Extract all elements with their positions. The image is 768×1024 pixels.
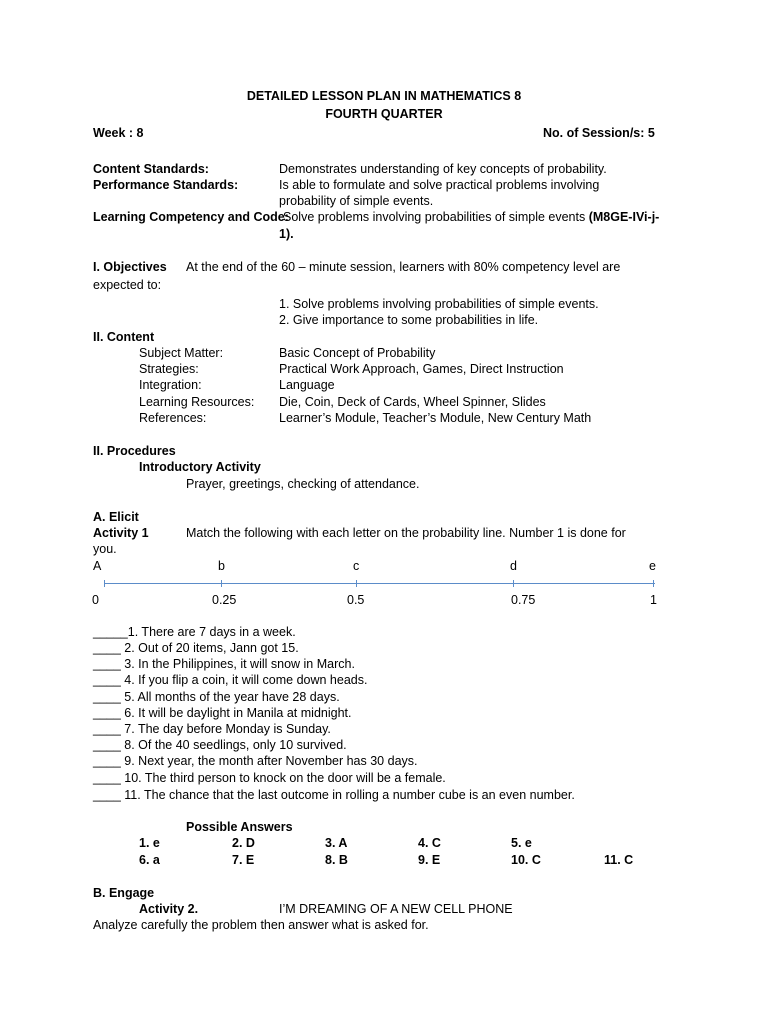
activity-2-title: I’M DREAMING OF A NEW CELL PHONE: [279, 902, 513, 916]
line-letter-d: d: [510, 559, 517, 573]
competency-text: Solve problems involving probabilities of simple events: [283, 210, 589, 224]
competency-label: Learning Competency and Code:: [93, 210, 289, 224]
competency-value: [283, 209, 659, 225]
introductory-activity-text: Prayer, greetings, checking of attendance.: [186, 477, 420, 491]
list-item: ____ 3. In the Philippines, it will snow in March.: [93, 657, 355, 671]
activity-2-label: Activity 2.: [139, 902, 199, 916]
document-title: DETAILED LESSON PLAN IN MATHEMATICS 8: [246, 89, 522, 103]
probability-tick: [513, 580, 514, 587]
line-letter-a: A: [93, 559, 102, 573]
answer: 5. e: [511, 836, 532, 850]
list-item: ____ 2. Out of 20 items, Jann got 15.: [93, 641, 299, 655]
line-value-05: 0.5: [347, 593, 365, 607]
list-item: ____ 5. All months of the year have 28 days.: [93, 690, 340, 704]
answer: 2. D: [232, 836, 255, 850]
line-value-1: 1: [650, 593, 657, 607]
engage-instruction: Analyze carefully the problem then answer what is asked for.: [93, 918, 429, 932]
elicit-heading: A. Elicit: [93, 510, 139, 524]
answer: 11. C: [604, 853, 634, 867]
list-item: ____ 8. Of the 40 seedlings, only 10 survived.: [93, 738, 347, 752]
competency-code-2: 1).: [279, 227, 294, 241]
answer: 3. A: [325, 836, 348, 850]
line-letter-b: b: [218, 559, 225, 573]
quarter-title: FOURTH QUARTER: [325, 107, 443, 121]
objectives-intro-1: At the end of the 60 – minute session, learners with 80% competency level are: [186, 260, 621, 274]
list-item: ____ 9. Next year, the month after November has 30 days.: [93, 754, 418, 768]
line-letter-e: e: [649, 559, 656, 573]
line-letter-c: c: [353, 559, 360, 573]
content-heading: II. Content: [93, 330, 155, 344]
engage-heading: B. Engage: [93, 886, 155, 900]
list-item: _____1. There are 7 days in a week.: [93, 625, 296, 639]
answer: 10. C: [511, 853, 541, 867]
content-standards-label: Content Standards:: [93, 162, 209, 176]
content-standards-value: Demonstrates understanding of key concepts of probability.: [279, 162, 607, 176]
objectives-intro-2: expected to:: [93, 278, 162, 292]
sessions-label: No. of Session/s: 5: [543, 126, 655, 140]
line-value-0: 0: [92, 593, 99, 607]
activity-1-instruction-1: Match the following with each letter on the probability line. Number 1 is done for: [186, 526, 626, 540]
answer: 1. e: [139, 836, 160, 850]
procedures-heading: II. Procedures: [93, 444, 176, 458]
content-value-resources: Die, Coin, Deck of Cards, Wheel Spinner, Slides: [279, 395, 546, 409]
content-value-references: Learner’s Module, Teacher’s Module, New Century Math: [279, 411, 592, 425]
introductory-activity-heading: Introductory Activity: [139, 460, 261, 474]
list-item: ____ 7. The day before Monday is Sunday.: [93, 722, 331, 736]
probability-tick: [104, 580, 105, 587]
probability-tick: [653, 580, 654, 587]
content-label-subject: Subject Matter:: [139, 346, 224, 360]
content-value-strategies: Practical Work Approach, Games, Direct Instruction: [279, 362, 564, 376]
answer: 6. a: [139, 853, 160, 867]
objective-item-1: 1. Solve problems involving probabilities of simple events.: [279, 297, 599, 311]
answer: 9. E: [418, 853, 441, 867]
list-item: ____ 4. If you flip a coin, it will come down heads.: [93, 673, 368, 687]
answer: 8. B: [325, 853, 348, 867]
line-value-025: 0.25: [212, 593, 237, 607]
week-label: Week : 8: [93, 126, 144, 140]
performance-standards-value-2: probability of simple events.: [279, 194, 434, 208]
probability-tick: [356, 580, 357, 587]
answer: 7. E: [232, 853, 255, 867]
line-value-075: 0.75: [511, 593, 536, 607]
performance-standards-value-1: Is able to formulate and solve practical problems involving: [279, 178, 600, 192]
list-item: ____ 6. It will be daylight in Manila at midnight.: [93, 706, 352, 720]
objectives-heading: I. Objectives: [93, 260, 167, 274]
content-value-integration: Language: [279, 378, 335, 392]
list-item: ____ 11. The chance that the last outcome in rolling a number cube is an even number.: [93, 788, 575, 802]
performance-standards-label: Performance Standards:: [93, 178, 239, 192]
content-value-subject: Basic Concept of Probability: [279, 346, 436, 360]
objective-item-2: 2. Give importance to some probabilities in life.: [279, 313, 539, 327]
content-label-resources: Learning Resources:: [139, 395, 255, 409]
activity-1-instruction-2: you.: [93, 542, 117, 556]
content-label-integration: Integration:: [139, 378, 202, 392]
probability-line: [104, 583, 655, 584]
possible-answers-heading: Possible Answers: [186, 820, 293, 834]
competency-code-1: (M8GE-IVi-j-: [588, 210, 660, 224]
content-label-references: References:: [139, 411, 207, 425]
content-label-strategies: Strategies:: [139, 362, 199, 376]
probability-tick: [221, 580, 222, 587]
answer: 4. C: [418, 836, 441, 850]
list-item: ____ 10. The third person to knock on the door will be a female.: [93, 771, 446, 785]
activity-1-label: Activity 1: [93, 526, 149, 540]
